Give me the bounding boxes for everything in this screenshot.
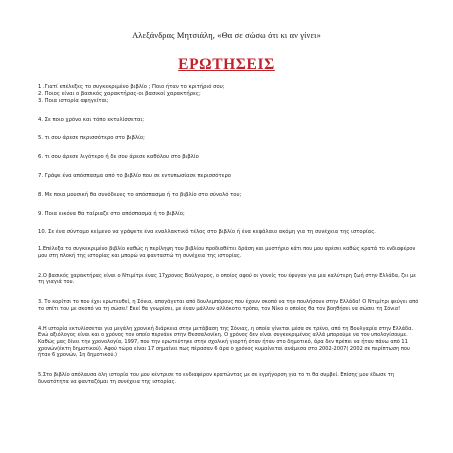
answer-paragraph: 2.Ο βασικός χαρακτήρας είναι ο Ντιμίτρι ένας 17χρονος Βούλγαρος, ο οποίος αφού οι γονείς του έφυγαν για μια καλύτερη ζωή στην Ελλάδα, ζει με τη γιαγιά του. bbox=[38, 272, 417, 286]
document-title: Αλεξάνδρας Μητσιάλη, «Θα σε σώσω ότι κι αν γίνει» bbox=[132, 31, 321, 40]
answer-paragraph: 5.Στο βιβλίο απόλαυσα όλη ιστορία του μου κέντρισε το ενδιαφέρον κρατώντας με σε εγρήγορση για το τι θα συμβεί. Επίσης μου έδωσε τη δυνατότητα να φανταζόμαι τη συνέχεια της ιστορίας. bbox=[38, 372, 394, 386]
question-item: 8. Με ποια μουσική θα συνόδευες το απόσπασμα ή το βιβλίο στο σύνολό του; bbox=[38, 191, 242, 198]
question-item: 2. Ποιος είναι ο βασικός χαρακτήρας-οι βασικοί χαρακτήρες; bbox=[38, 90, 201, 97]
question-item: 7. Γράψε ένα απόσπασμα από το βιβλίο που σε εντυπωσίασε περισσότερο bbox=[38, 173, 231, 179]
answer-paragraph: 1.Επέλεξα το συγκεκριμένο βιβλίο καθώς η περίληψη του βιβλίου προδιαθέτει δράση και μυστήριο κάτι που μου αρέσει καθώς κρατά το ενδιαφέρον μου στη πλοκή της ιστορίας και μπορώ να φανταστώ τη συνέχεια της ιστορίας. bbox=[38, 246, 416, 259]
question-item: 1 .Γιατί επέλεξες το συγκεκριμένο βιβλίο ; Ποιο ήταν το κριτήριό σου; bbox=[38, 84, 225, 90]
questions-list bbox=[38, 84, 418, 236]
questions-heading: ΕΡΩΤΗΣΕΙΣ bbox=[178, 56, 275, 73]
answer-paragraph: 4.Η ιστορία εκτυλίσσεται για μεγάλη χρονική διάρκεια στην μετάβαση της Σόνιας, η οποία γίνεται μέσα σε τρένο, από τη Βουλγαρία στην Ελλάδα. Ενώ αξιόλογος είναι και ο χρόνος τον οποίο περνάνε στην Θεσσαλονίκη. Ο χρόνος δεν είναι συγκεκριμένος αλλά μπορούμε να τον υπολογίσουμε. Καθώς μας δίνει την χρονολογία, 1997, που την ερωτεύτηκε στην σχολική γιορτή όταν ήταν στο δημοτικό, άρα δεν πρέπει να ήταν πάνω από 11 χρονών(έκτη δημοτικού). Αφού τώρα είναι 17 σημαίνει πως πέρασαν 6 άρα ο χρόνος κυμαίνεται ανάμεσα στο 2002-2007( 2002 σε περίπτωση που ήταν 6 χρονών, 1η δημοτικού.) bbox=[38, 325, 414, 359]
question-item: 4. Σε ποιο χρόνο και τόπο εκτυλίσσεται; bbox=[38, 116, 145, 123]
answers-list bbox=[38, 246, 420, 386]
answer-paragraph: 3. Το κορίτσι το που έχει ερωτευθεί, η Σόνια, απαγάγεται από δουλεμπόρους που έχουν σκοπό να την πουλήσουν στην Ελλάδα! Ο Ντιμίτρι φεύγει από το σπίτι του με σκοπό να τη σώσει! Εκεί θα γνωρίσει, με έναν μάλλον αλλόκοτο τρόπο, τον Νίκο ο οποίος θα τον βοηθήσει να σώσει τη Σόνια! bbox=[38, 299, 419, 312]
question-item: 6. τι σου άρεσε λιγότερο ή δε σου άρεσε καθόλου στο βιβλίο bbox=[38, 154, 199, 161]
question-item: 5. τι σου άρεσε περισσότερο στο βιβλίο; bbox=[38, 135, 145, 142]
question-item: 3. Ποια ιστορία αφηγείται; bbox=[38, 97, 109, 104]
question-item: 10. Σε ένα σύντομο κείμενο να γράψετε ένα εναλλακτικό τέλος στο βιβλίο ή ένα κεφάλαιο ακόμη για τη συνέχεια της ιστορίας. bbox=[38, 229, 376, 236]
question-item: 9. Ποια εικόνα θα ταίριαζε στο απόσπασμα ή το βιβλίο; bbox=[38, 210, 185, 217]
